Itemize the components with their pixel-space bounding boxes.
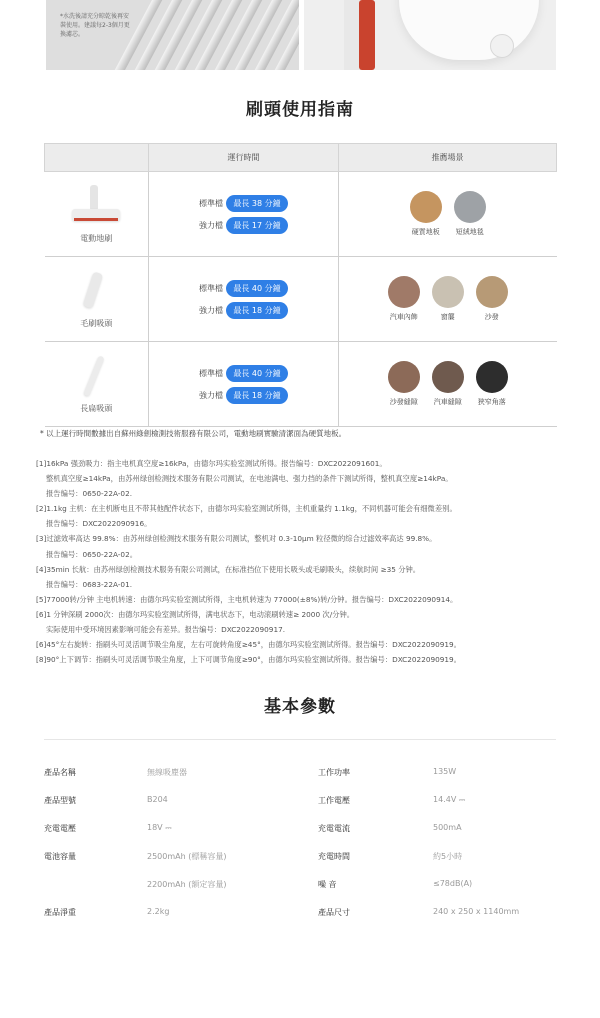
crevice-nozzle-icon [66, 355, 126, 397]
scene-item: 狹窄角落 [473, 361, 511, 407]
filter-caption: *水洗後請充分晾乾後再安裝使用。建議每2-3個月更換濾芯。 [60, 13, 130, 38]
filter-image [46, 0, 299, 70]
spec-key: 產品名稱 [44, 768, 76, 777]
runtime-badge: 最長 18 分鐘 [226, 387, 288, 404]
header-scenes: 推薦場景 [339, 144, 557, 172]
spec-key: 產品型號 [44, 796, 76, 805]
specs-title: 基本參數 [264, 697, 336, 717]
note-line: [6]1 分钟深刷 2000次：由德尔玛实验室测试所得，满电状态下，电动滚刷转速≥ 2000 次/分钟。 [36, 609, 355, 619]
spec-value: 2500mAh (標稱容量) [147, 852, 227, 861]
header-runtime: 運行時間 [149, 144, 339, 172]
header-tool [45, 144, 149, 172]
tool-cell [45, 257, 149, 342]
tool-label: 電動地刷 [80, 233, 113, 243]
note-line: 报告编号：0650-22A-02。 [46, 549, 138, 559]
spec-key: 充電電流 [318, 824, 350, 833]
brush-nozzle-icon [66, 270, 126, 312]
spec-value: B204 [147, 795, 168, 804]
mode-label: 強力檔 [199, 390, 223, 400]
spec-value: 18V ⎓ [147, 823, 172, 832]
specs-divider [44, 739, 556, 740]
runtime-badge: 最長 17 分鐘 [226, 217, 288, 234]
scene-item: 短絨地毯 [451, 191, 489, 237]
table-row [45, 342, 557, 427]
runtime-cell [149, 172, 339, 257]
mode-label: 標準檔 [199, 368, 223, 378]
carpet-icon [454, 191, 486, 223]
table-row [45, 172, 557, 257]
spec-key: 工作功率 [318, 768, 350, 777]
tool-cell [45, 172, 149, 257]
note-line: [5]77000转/分钟 主电机转速：由德尔玛实验室测试所得，主电机转速为 77000(±8%)转/分钟。报告编号：DXC2022090914。 [36, 594, 458, 604]
note-line: [4]35min 长航：由苏州绿创检测技术服务有限公司测试，在标准挡位下使用长吸头或毛刷吸头，续航时间 ≥35 分钟。 [36, 564, 421, 574]
runtime-badge: 最長 40 分鐘 [226, 280, 288, 297]
runtime-badge: 最長 40 分鐘 [226, 365, 288, 382]
table-header-row [45, 144, 557, 172]
spec-value: 2200mAh (額定容量) [147, 880, 227, 889]
note-line: 报告编号：0683-22A-01. [46, 579, 133, 589]
floor-brush-icon [66, 185, 126, 227]
mode-label: 標準檔 [199, 198, 223, 208]
spec-value: 無線吸塵器 [147, 768, 187, 777]
vacuum-image [304, 0, 556, 70]
spec-key: 產品尺寸 [318, 908, 350, 917]
car-interior-icon [388, 276, 420, 308]
curtain-icon [432, 276, 464, 308]
spec-value: 2.2kg [147, 907, 170, 916]
mode-label: 強力檔 [199, 305, 223, 315]
spec-value: ≤78dB(A) [433, 879, 473, 888]
note-line: [1]16kPa 强劲吸力：指主电机真空度≥16kPa，由德尔玛实验室测试所得。报告编号：DXC2022091601。 [36, 459, 387, 468]
mode-label: 強力檔 [199, 220, 223, 230]
guide-footnote: * 以上運行時間數據出自蘇州綠劍檢測技術服務有限公司，電動地刷實驗清潔面為硬質地板。 [40, 429, 347, 438]
runtime-cell [149, 342, 339, 427]
note-line: 实际使用中受环境因素影响可能会有差异。报告编号：DXC2022090917. [46, 625, 286, 635]
mode-label: 標準檔 [199, 283, 223, 293]
scene-item: 沙發縫隙 [385, 361, 423, 407]
note-line: 整机真空度≥14kPa，由苏州绿创检测技术服务有限公司测试，在电池满电、强力挡的条件下测试所得，整机真空度≥14kPa。 [46, 474, 453, 484]
note-line: [6]45°左右旋转：指刷头可灵活调节吸尘角度，左右可旋转角度≥45°，由德尔玛实验室测试所得。报告编号：DXC2022090919。 [36, 640, 461, 650]
spec-key: 電池容量 [44, 852, 76, 861]
runtime-badge: 最長 38 分鐘 [226, 195, 288, 212]
spec-key: 充電電壓 [44, 824, 76, 833]
runtime-badge: 最長 18 分鐘 [226, 302, 288, 319]
table-row [45, 257, 557, 342]
scenes-cell [339, 257, 557, 342]
tool-label: 毛刷吸頭 [80, 318, 113, 328]
sofa-gap-icon [388, 361, 420, 393]
scenes-cell [339, 342, 557, 427]
note-line: [2]1.1kg 主机：在主机断电且不带其他配件状态下，由德尔玛实验室测试所得，主机重量约 1.1kg，不同机器可能会有细微差别。 [36, 504, 457, 514]
spec-key: 產品淨重 [44, 908, 76, 917]
spec-key: 噪 音 [318, 880, 337, 889]
scenes-cell [339, 172, 557, 257]
logo-icon [490, 34, 514, 58]
spec-key: 工作電壓 [318, 796, 350, 805]
spec-value: 240 x 250 x 1140mm [433, 907, 520, 916]
scene-item: 汽車內飾 [385, 276, 423, 322]
sofa-icon [476, 276, 508, 308]
note-line: [3]过滤效率高达 99.8%：由苏州绿创检测技术服务有限公司测试，整机对 0.3-10μm 粒径微的综合过滤效率高达 99.8%。 [36, 534, 437, 544]
car-gap-icon [432, 361, 464, 393]
runtime-cell [149, 257, 339, 342]
guide-title: 刷頭使用指南 [246, 100, 354, 120]
hardwood-floor-icon [410, 191, 442, 223]
spec-value: 500mA [433, 823, 462, 832]
corner-icon [476, 361, 508, 393]
tool-cell [45, 342, 149, 427]
scene-item: 窗簾 [429, 276, 467, 322]
spec-value: 14.4V ⎓ [433, 795, 466, 804]
scene-item: 汽車縫隙 [429, 361, 467, 407]
note-line: 报告编号：0650-22A-02. [46, 489, 133, 499]
tool-label: 長扁吸頭 [80, 403, 113, 413]
hero-strip [0, 0, 600, 72]
test-notes [36, 456, 566, 667]
spec-value: 約5小時 [433, 852, 463, 861]
scene-item: 硬質地板 [407, 191, 445, 237]
brush-guide-table [44, 143, 557, 427]
scene-item: 沙發 [473, 276, 511, 322]
note-line: [8]90°上下调节：指刷头可灵活调节吸尘角度，上下可调节角度≥90°，由德尔玛实验室测试所得。报告编号：DXC2022090919。 [36, 655, 461, 665]
spec-key: 充電時間 [318, 852, 350, 861]
spec-value: 135W [433, 767, 457, 776]
note-line: 报告编号：DXC2022090916。 [46, 519, 152, 529]
